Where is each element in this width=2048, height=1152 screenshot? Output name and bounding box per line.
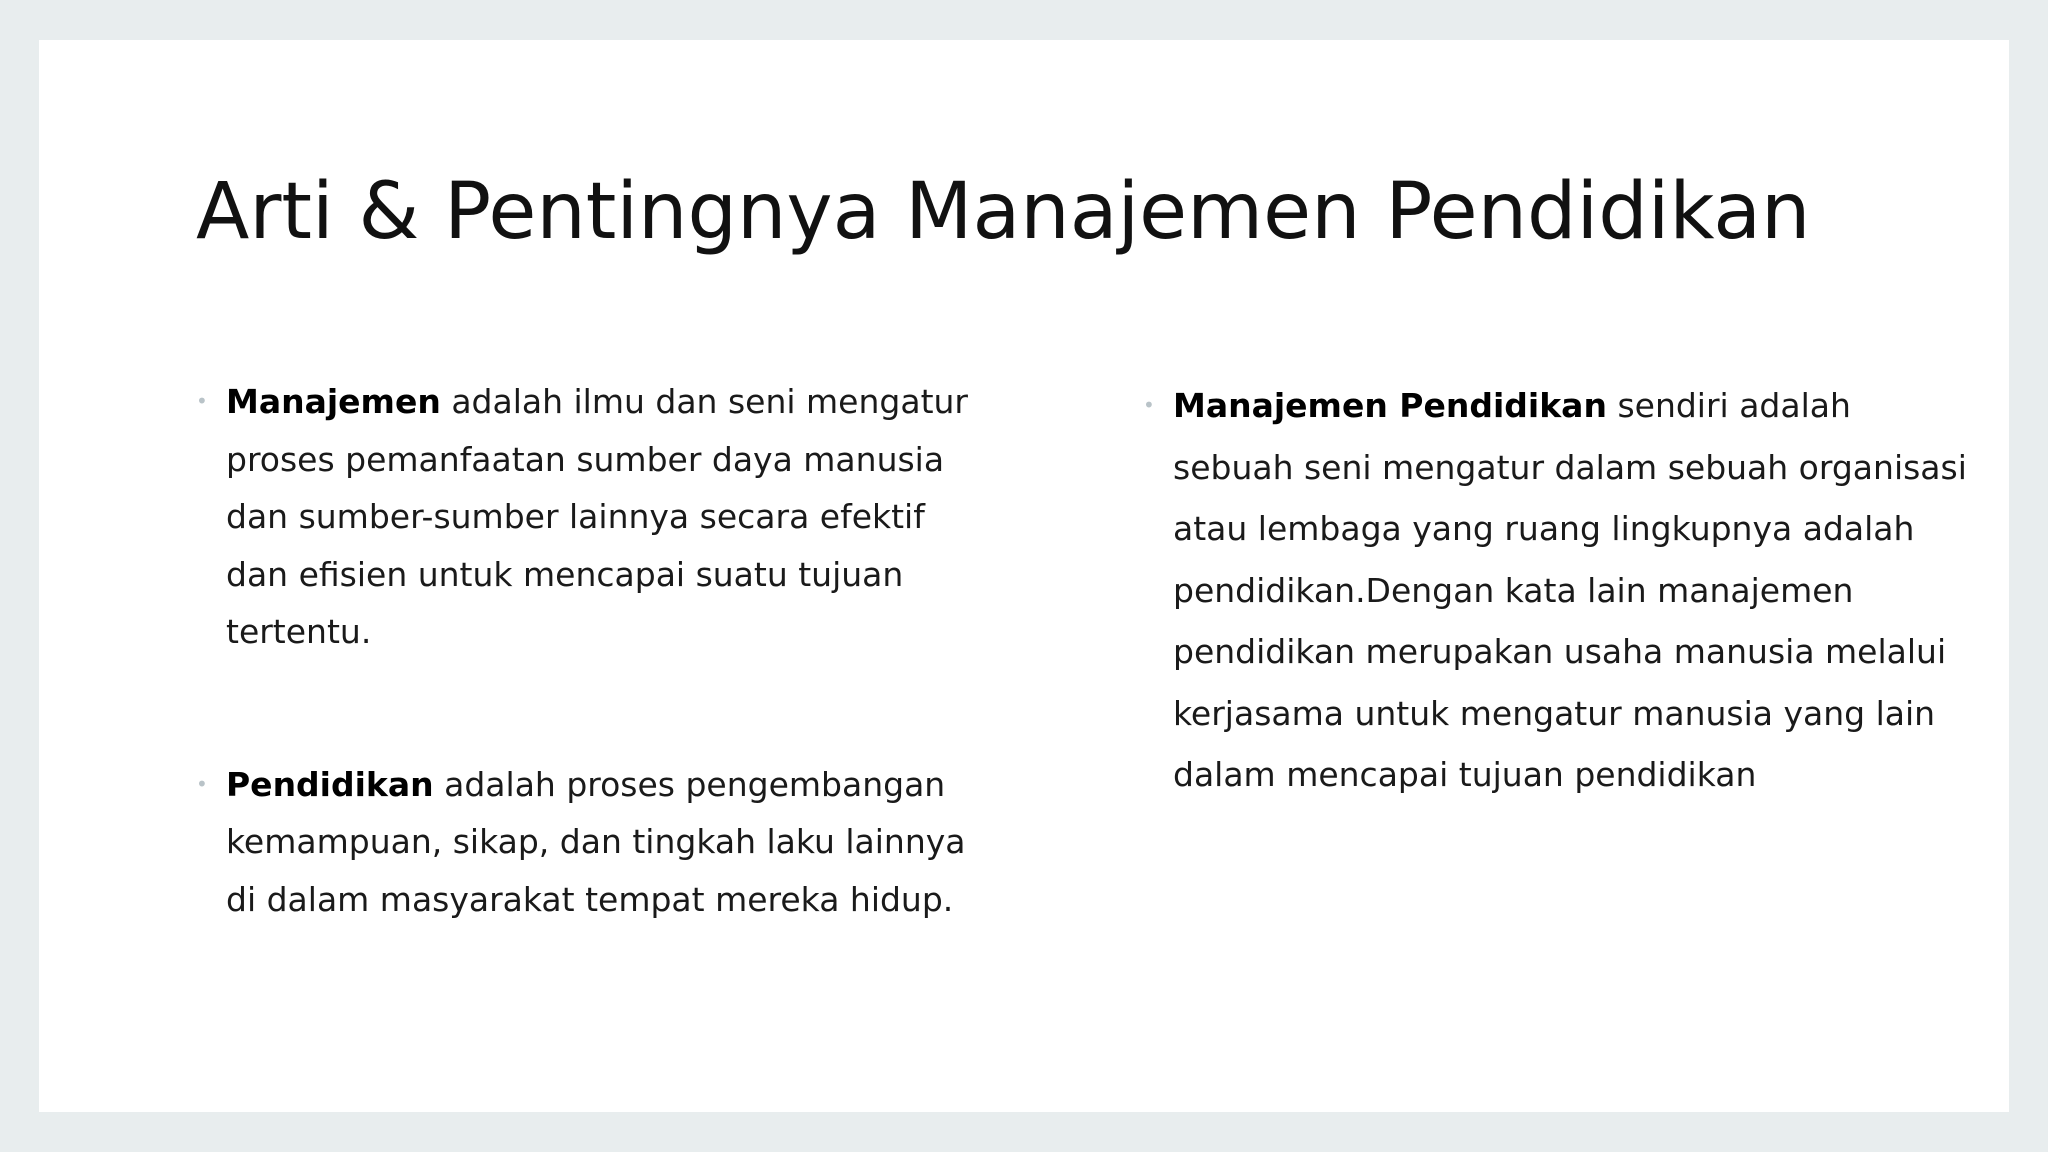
- term-manajemen: Manajemen: [226, 382, 441, 421]
- bullet-dot-icon: •: [196, 771, 208, 796]
- term-manajemen-pendidikan: Manajemen Pendidikan: [1173, 386, 1607, 425]
- bullet-dot-icon: •: [196, 389, 208, 413]
- slide: [39, 40, 2009, 1112]
- bullet-item-manajemen: [196, 373, 996, 661]
- left-column: [196, 373, 996, 928]
- bullet-item-pendidikan: [196, 756, 996, 929]
- slide-title: Arti & Pentingnya Manajemen Pendidikan: [196, 167, 1811, 257]
- definition-manajemen-pendidikan: sendiri adalah sebuah seni mengatur dalam sebuah organisasi atau lembaga yang ruang lingkupnya adalah pendidikan.Dengan kata lain manajemen pendidikan merupakan usaha manusia melalui kerjasama untuk mengatur manusia yang lain dalam mencapai tujuan pendidikan: [1173, 386, 1967, 794]
- term-pendidikan: Pendidikan: [226, 764, 434, 804]
- bullet-dot-icon: •: [1143, 393, 1155, 417]
- right-column: [1143, 375, 1973, 806]
- definition-pendidikan: adalah proses pengembangan kemampuan, sikap, dan tingkah laku lainnya di dalam masyarakat tempat mereka hidup.: [226, 764, 966, 919]
- bullet-item-manajemen-pendidikan: [1143, 375, 1973, 806]
- definition-manajemen: adalah ilmu dan seni mengatur proses pemanfaatan sumber daya manusia dan sumber-sumber lainnya secara efektif dan efisien untuk mencapai suatu tujuan tertentu.: [226, 382, 968, 651]
